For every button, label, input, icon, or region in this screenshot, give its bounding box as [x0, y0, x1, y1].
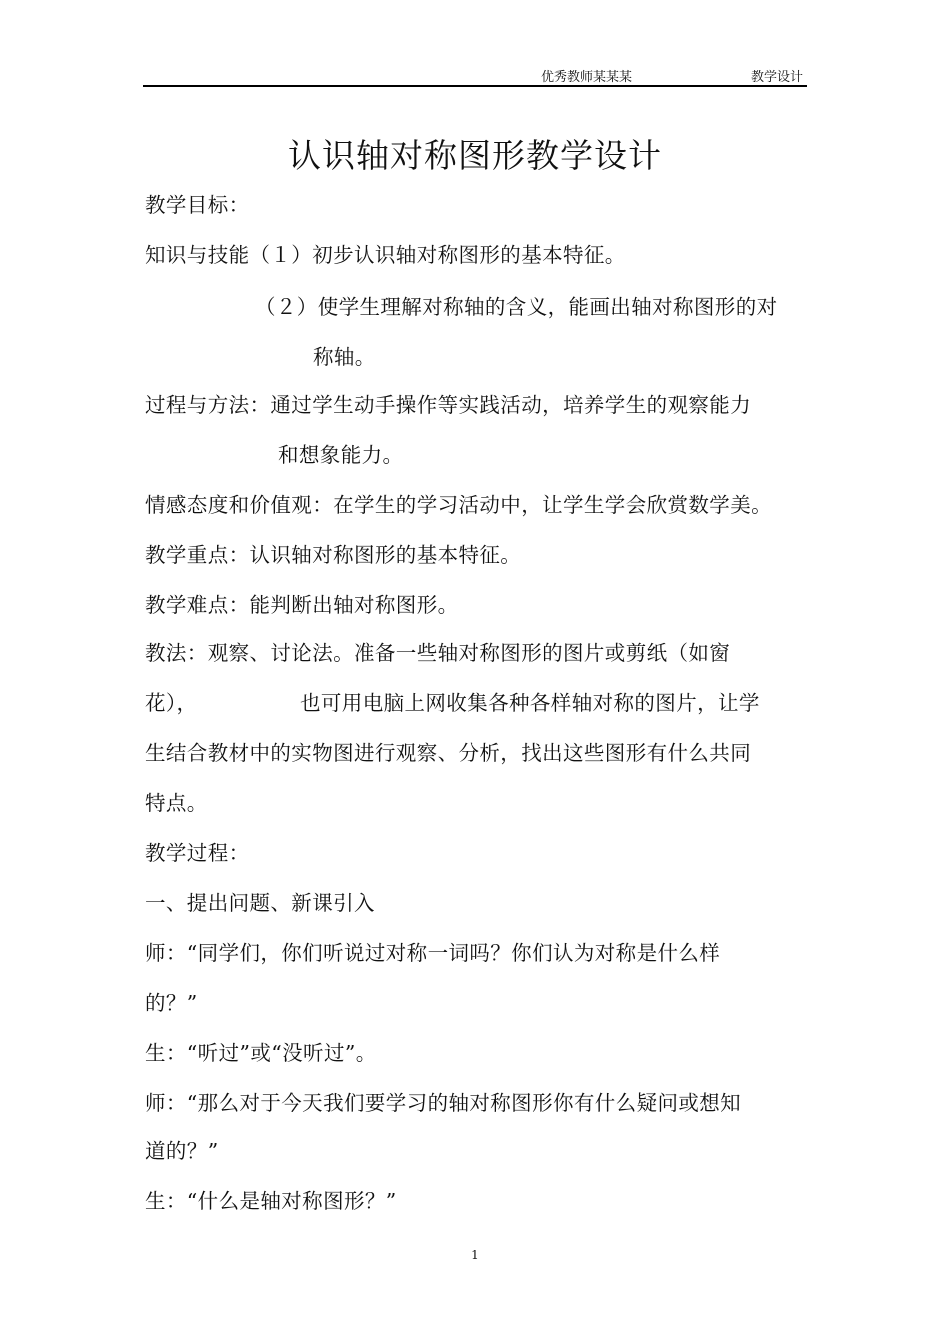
- teaching-method-cont-a: 花），: [145, 691, 198, 715]
- section-one-heading: 一、提出问题、新课引入: [145, 891, 375, 915]
- student-line-1: 生：“听过”或“没听过”。: [145, 1041, 377, 1065]
- header-author: 优秀教师某某某: [541, 70, 633, 85]
- teaching-method-cont-b: 也可用电脑上网收集各种各样轴对称的图片，让学: [300, 691, 760, 715]
- teaching-method: 教法：观察、讨论法。准备一些轴对称图形的图片或剪纸（如窗: [145, 641, 731, 665]
- teaching-method-cont-d: 特点。: [145, 791, 208, 815]
- difficulty: 教学难点：能判断出轴对称图形。: [145, 593, 459, 617]
- page-title: 认识轴对称图形教学设计: [288, 136, 662, 175]
- teacher-line-1-cont: 的？”: [145, 991, 198, 1015]
- knowledge-skill-1: 知识与技能（１）初步认识轴对称图形的基本特征。: [145, 243, 626, 267]
- knowledge-skill-2: （２）使学生理解对称轴的含义，能画出轴对称图形的对: [255, 295, 778, 319]
- teacher-line-1: 师：“同学们，你们听说过对称一词吗？你们认为对称是什么样: [145, 941, 721, 965]
- emotion-values: 情感态度和价值观：在学生的学习活动中，让学生学会欣赏数学美。: [145, 493, 772, 517]
- key-point: 教学重点：认识轴对称图形的基本特征。: [145, 543, 522, 567]
- page-number: 1: [471, 1248, 479, 1262]
- process-method: 过程与方法：通过学生动手操作等实践活动，培养学生的观察能力: [145, 393, 752, 417]
- teacher-line-2-cont: 道的？”: [145, 1139, 219, 1163]
- teaching-method-cont-c: 生结合教材中的实物图进行观察、分析，找出这些图形有什么共同: [145, 741, 752, 765]
- objectives-heading: 教学目标：: [145, 193, 250, 217]
- knowledge-skill-2-cont: 称轴。: [313, 345, 376, 369]
- student-line-2: 生：“什么是轴对称图形？”: [145, 1189, 397, 1213]
- process-method-cont: 和想象能力。: [278, 443, 404, 467]
- teacher-line-2: 师：“那么对于今天我们要学习的轴对称图形你有什么疑问或想知: [145, 1091, 742, 1115]
- process-heading: 教学过程：: [145, 841, 250, 865]
- header-rule: [143, 85, 807, 87]
- header-section: 教学设计: [751, 70, 804, 85]
